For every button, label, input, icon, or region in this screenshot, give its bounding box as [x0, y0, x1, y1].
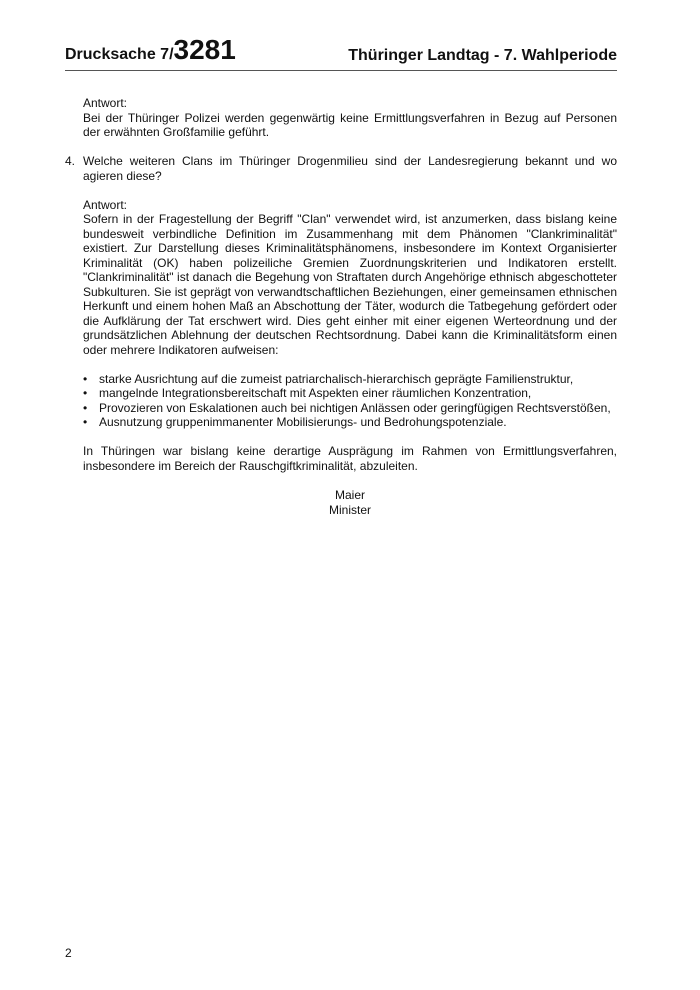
- document-reference: [65, 36, 236, 64]
- bullet-icon: •: [83, 371, 88, 386]
- answer-3: [83, 96, 617, 140]
- bullet-icon: •: [83, 400, 88, 415]
- bullet-icon: •: [83, 415, 88, 429]
- page-header: [65, 36, 617, 71]
- document-body: [65, 96, 617, 473]
- indicator-list: [83, 372, 617, 430]
- institution-title: Thüringer Landtag - 7. Wahlperiode: [348, 47, 617, 64]
- answer-4-text: Sofern in der Fragestellung der Begriff "Clan" verwendet wird, ist anzumerken, dass bislang keine bundesweit verbindliche Definition im Zusammenhang mit dem Phänomen "Clankriminalität" existiert. Zur Darstellung dieses Kriminalitätsphänomens, insbesondere im Kontext Organisierter Kriminalität (OK) haben polizeiliche Gremien Zuordnungskriterien und Indikatoren erstellt. "Clankriminalität" ist danach die Begehung von Straftaten durch Angehörige ethnisch abgeschotteter Subkulturen. Sie ist geprägt von verwandtschaftlichen Beziehungen, einer gemeinsamen ethnischen Herkunft und einem hohen Maß an Abschottung der Täter, wodurch die Tatbegehung gefördert oder die Aufklärung der Tat erschwert wird. Dies geht einher mit einer eigenen Werteordnung und der grundsätzlichen Ablehnung der deutschen Rechtsordnung. Dabei kann die Kriminalitätsform einen oder mehrere Indikatoren aufweisen:: [83, 212, 617, 357]
- bullet-icon: •: [83, 386, 88, 400]
- list-item: [83, 401, 617, 416]
- list-item-text: starke Ausrichtung auf die zumeist patriarchalisch-hierarchisch geprägte Familienstruktur,: [99, 371, 574, 386]
- answer-3-text: Bei der Thüringer Polizei werden gegenwärtig keine Ermittlungsverfahren in Bezug auf Personen der erwähnten Großfamilie geführt.: [83, 110, 617, 139]
- answer-4-label: Antwort:: [83, 197, 128, 212]
- list-item: [83, 415, 617, 430]
- closing-statement: [83, 444, 617, 473]
- answer-3-label: Antwort:: [83, 96, 128, 110]
- list-item: [83, 386, 617, 401]
- list-item: [83, 372, 617, 387]
- list-item-text: mangelnde Integrationsbereitschaft mit Aspekten einer räumlichen Konzentration,: [99, 386, 532, 400]
- list-item-text: Provozieren von Eskalationen auch bei nichtigen Anlässen oder geringfügigen Rechtsverstößen,: [99, 400, 611, 415]
- page-number: 2: [65, 946, 72, 960]
- question-4: [65, 154, 617, 183]
- closing-text: In Thüringen war bislang keine derartige Ausprägung im Rahmen von Ermittlungsverfahren, insbesondere im Bereich der Rauschgiftkriminalität, abzuleiten.: [83, 444, 617, 473]
- signature-title: Minister: [328, 502, 371, 517]
- signature-name: Maier: [334, 488, 365, 502]
- document-label: Drucksache 7/: [65, 46, 174, 63]
- question-4-text: Welche weiteren Clans im Thüringer Drogenmilieu sind der Landesregierung bekannt und wo agieren diese?: [83, 154, 617, 183]
- question-4-number: 4.: [65, 154, 76, 168]
- list-item-text: Ausnutzung gruppenimmanenter Mobilisierungs- und Bedrohungspotenziale.: [99, 415, 507, 429]
- document-number: 3281: [173, 34, 236, 65]
- answer-4: [83, 198, 617, 358]
- signature-block: [0, 488, 700, 517]
